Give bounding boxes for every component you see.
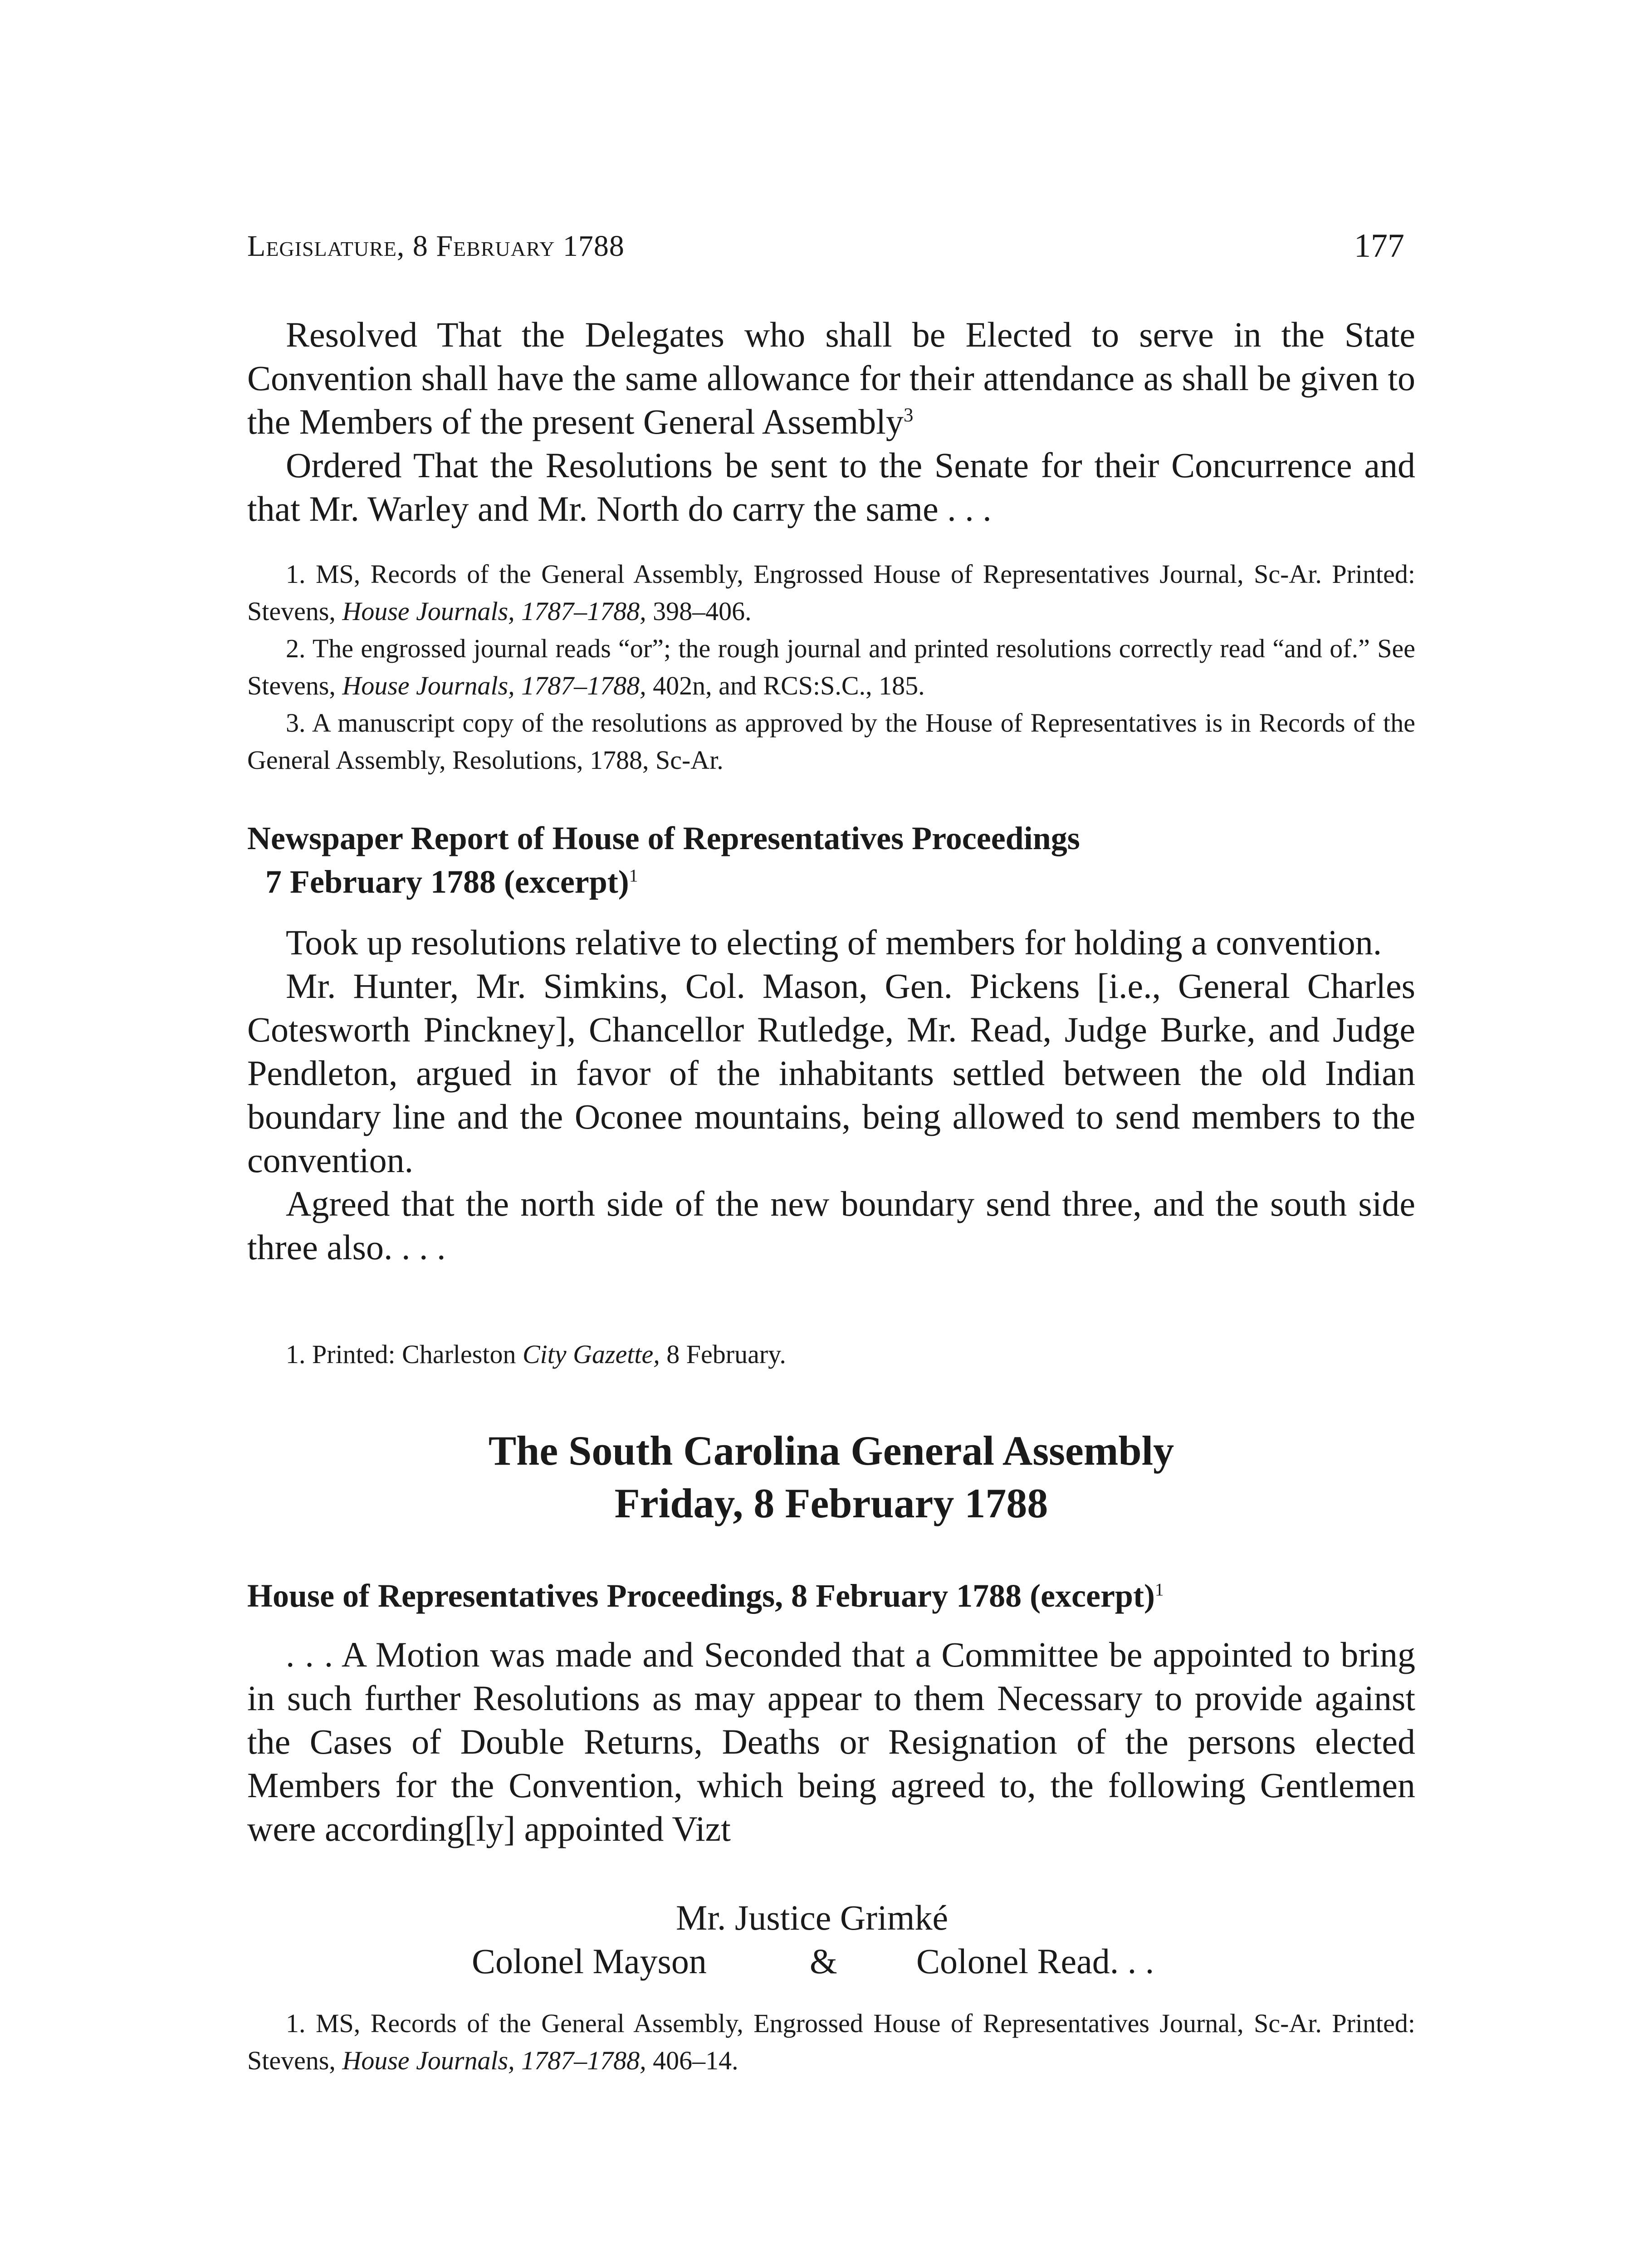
resolution-text xyxy=(247,313,1415,531)
newspaper-section-heading: Newspaper Report of House of Representatives Proceedings 7 February 1788 (excerpt)$^1$ xyxy=(247,820,1080,900)
newspaper-paragraph: Took up resolutions relative to electing of members for holding a convention. xyxy=(286,923,1382,962)
note-reference: 1 xyxy=(629,865,638,885)
house-proceedings-heading: House of Representatives Proceedings, 8 February 1788 (excerpt)$^1$ xyxy=(247,1578,1164,1614)
appointee-line: Mr. Justice Grimké xyxy=(676,1898,949,1937)
footnote: 1. Printed: Charleston City Gazette, 8 February. xyxy=(286,1339,786,1369)
footnote: 1. MS, Records of the General Assembly, Engrossed House of Representatives Journal, Sc-Ar. Printed: Stevens, House Journals, 1787–1788, 398–406. xyxy=(247,559,1415,626)
assembly-title: The South Carolina General Assembly Friday, 8 February 1788 xyxy=(488,1427,1174,1526)
newspaper-paragraph: Mr. Hunter, Mr. Simkins, Col. Mason, Gen. Pickens [i.e., General Charles Cotesworth Pinckney], Chancellor Rutledge, Mr. Read, Judge Burke, and Judge Pendleton, argued in favor of the inhabitants settled between the old Indian boundary line and the Oconee mountains, being allowed to send members to the convention. xyxy=(247,966,1415,1180)
footnote: 3. A manuscript copy of the resolutions as approved by the House of Representatives is in Records of the General Assembly, Resolutions, 1788, Sc-Ar. xyxy=(247,708,1415,775)
newspaper-report-text xyxy=(247,921,1415,1269)
running-head: Legislature, 8 February 1788 xyxy=(247,230,625,263)
appointee-line: Colonel Mayson & Colonel Read. . . xyxy=(472,1941,1154,1981)
resolution-paragraph: Resolved That the Delegates who shall be Elected to serve in the State Convention shall have the same allowance for their attendance as shall be given to the Members of the present General Assembly$^3$ xyxy=(247,315,1415,441)
footnotes-assembly xyxy=(247,2005,1415,2079)
motion-paragraph: . . . A Motion was made and Seconded that a Committee be appointed to bring in such further Resolutions as may appear to them Necessary to provide against the Cases of Double Returns, Deaths or Resignation of the persons elected Members for the Convention, which being agreed to, the following Gentlemen were according[ly] appointed Vizt xyxy=(247,1635,1415,1848)
footnotes-newspaper xyxy=(247,1336,1415,1373)
note-reference: 3 xyxy=(903,405,914,426)
note-reference: 1 xyxy=(1154,1579,1164,1599)
newspaper-paragraph: Agreed that the north side of the new boundary send three, and the south side three also. . . . xyxy=(247,1184,1415,1267)
footnotes-top xyxy=(247,556,1415,779)
house-proceedings-text xyxy=(247,1633,1415,1851)
footnote: 2. The engrossed journal reads “or”; the rough journal and printed resolutions correctly read “and of.” See Stevens, House Journals, 1787–1788, 402n, and RCS:S.C., 185. xyxy=(247,634,1415,700)
ordered-paragraph: Ordered That the Resolutions be sent to the Senate for their Concurrence and that Mr. Warley and Mr. North do carry the same . . . xyxy=(247,445,1415,528)
footnote: 1. MS, Records of the General Assembly, Engrossed House of Representatives Journal, Sc-Ar. Printed: Stevens, House Journals, 1787–1788, 406–14. xyxy=(247,2009,1415,2075)
appointees-list xyxy=(247,1896,1415,1983)
page-number: 177 xyxy=(1354,227,1404,264)
